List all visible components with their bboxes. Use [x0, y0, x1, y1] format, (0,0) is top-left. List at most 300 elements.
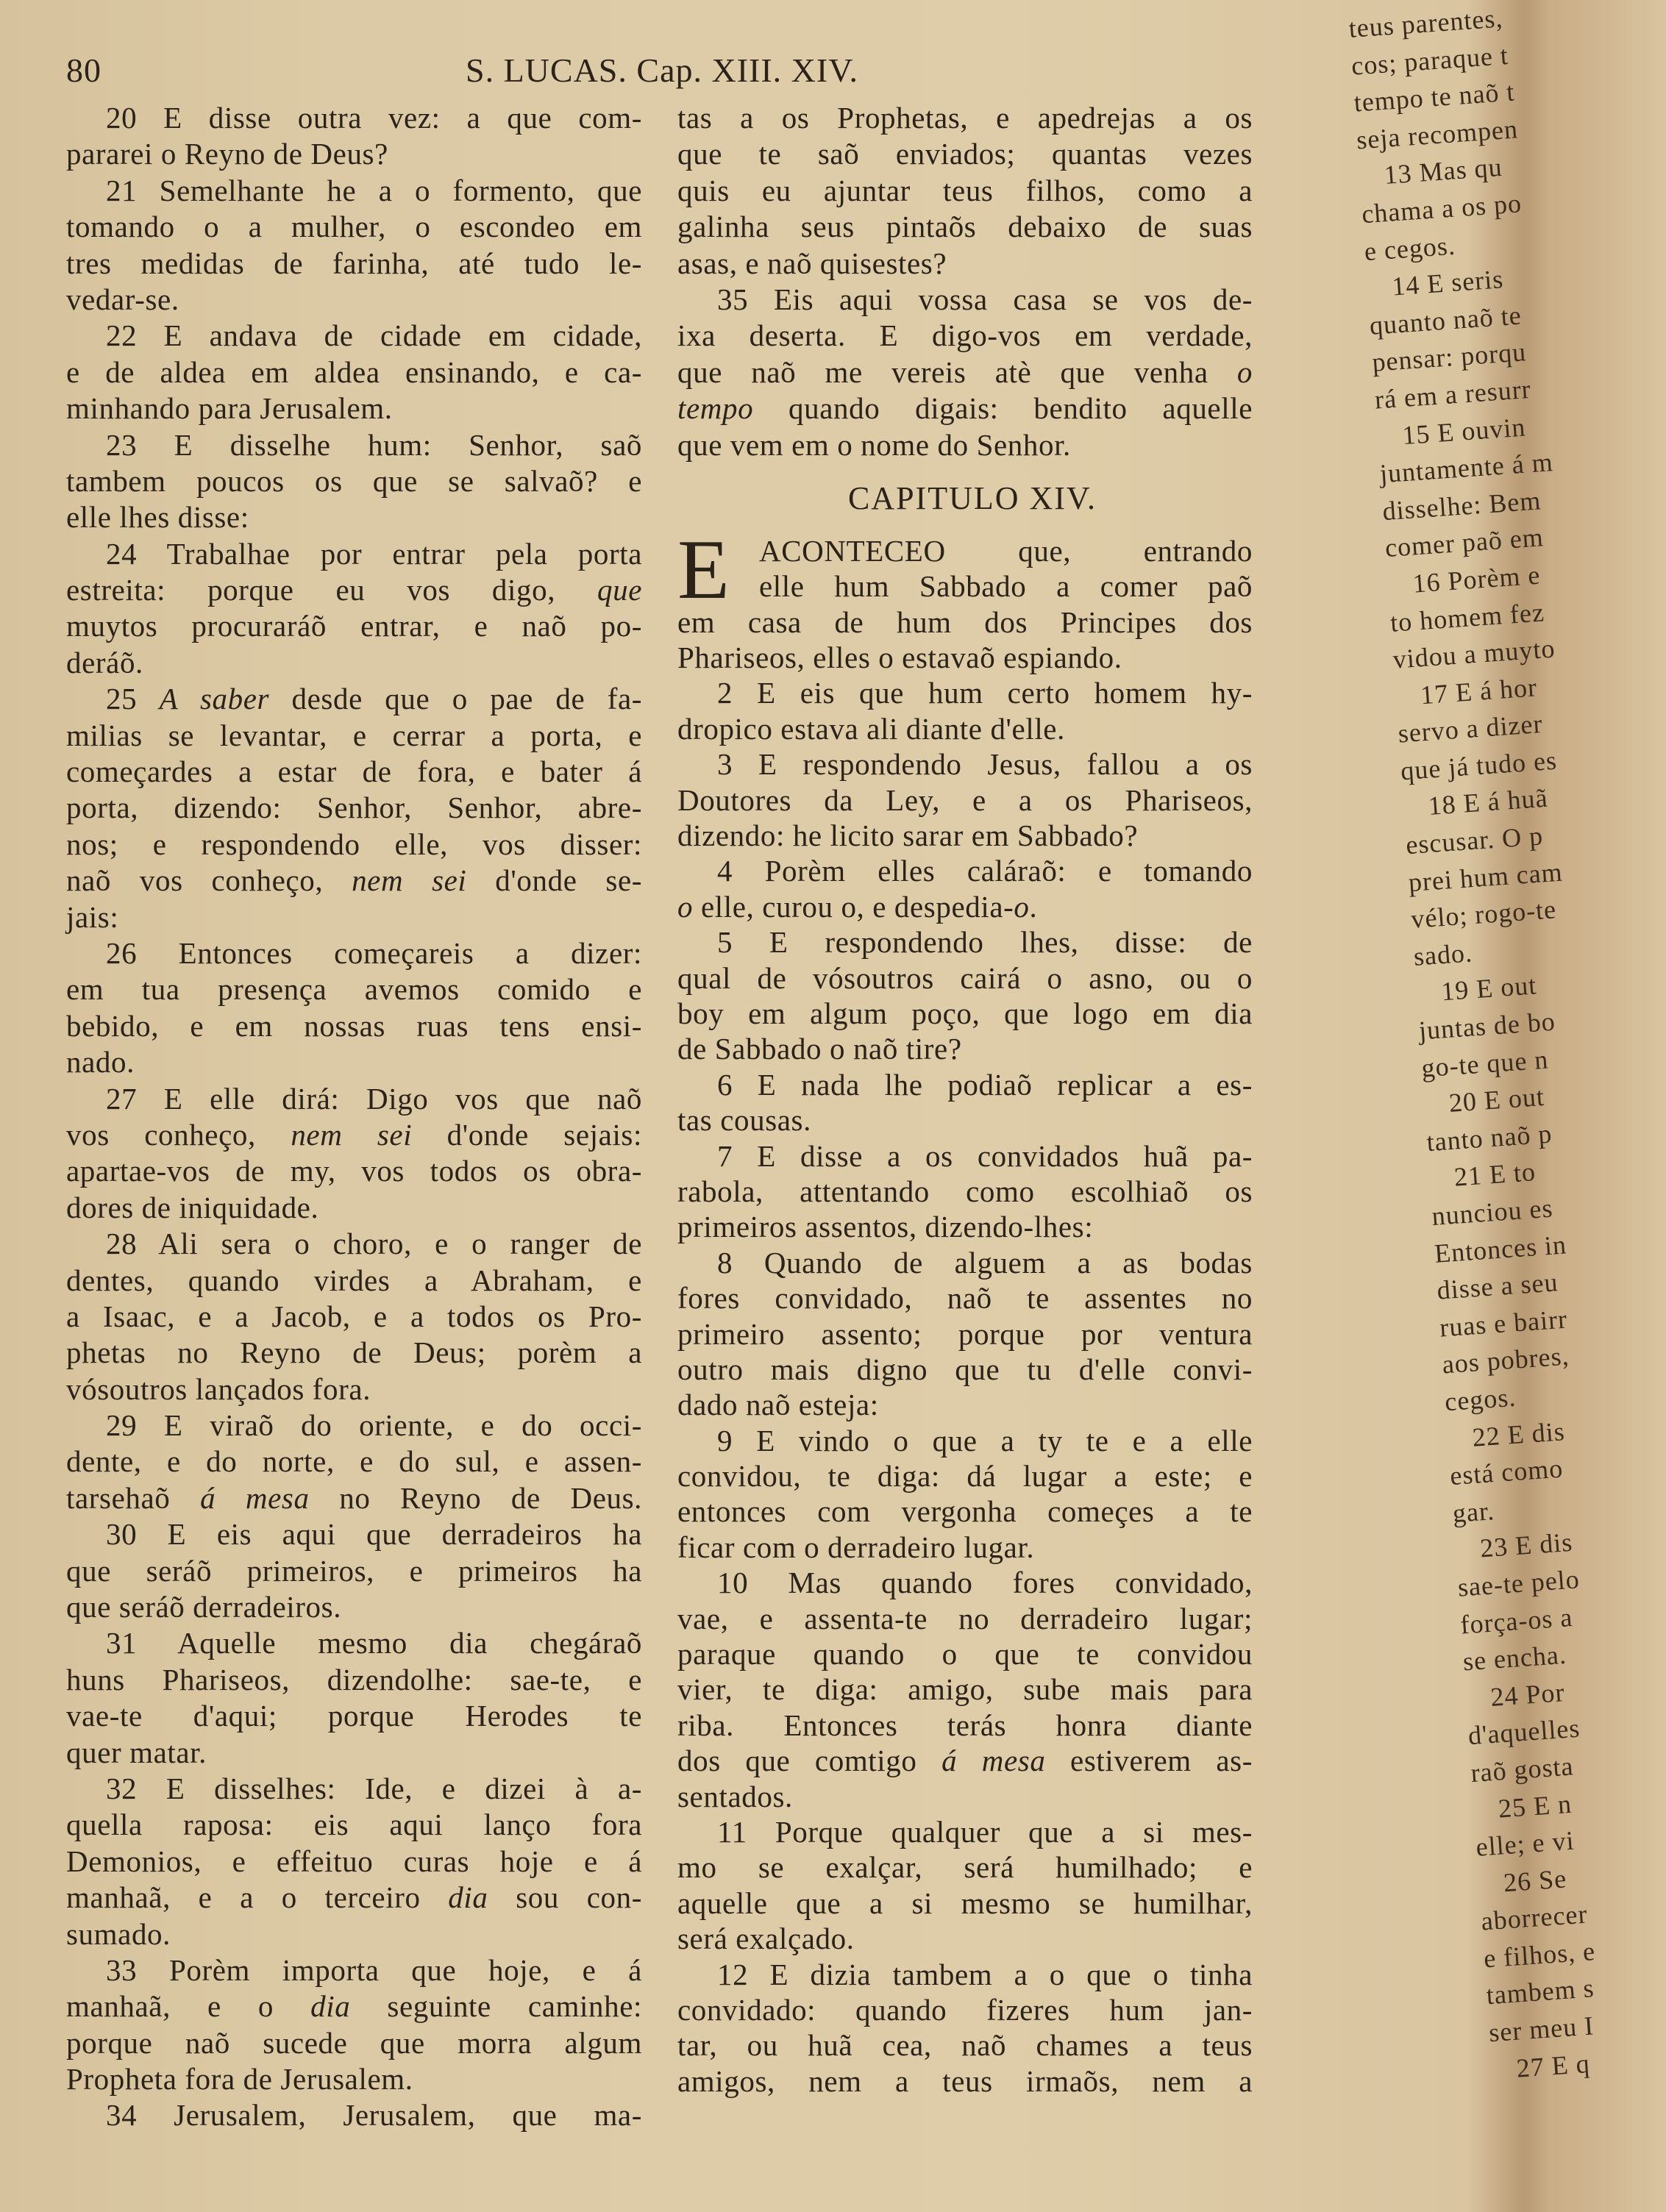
text-line [66, 282, 642, 318]
text-line [677, 390, 1253, 427]
facing-page-line: go-te que n [1420, 1044, 1550, 1083]
text-line [66, 1625, 642, 1661]
text-run: . [1029, 889, 1038, 924]
text-run: dado naõ esteja: [677, 1388, 879, 1422]
text-line [66, 899, 642, 935]
text-run: sou con- [488, 1880, 642, 1915]
text-line [66, 718, 642, 754]
verse-paragraph [677, 1423, 1253, 1566]
facing-page-line: d'aquelles [1467, 1713, 1581, 1751]
verse-paragraph [677, 924, 1253, 1067]
facing-page-line: se encha. [1462, 1639, 1568, 1677]
text-line [66, 863, 642, 899]
text-run: porta, dizendo: Senhor, Senhor, abre- [66, 791, 642, 825]
text-line [677, 853, 1253, 888]
text-run: dropico estava ali diante d'elle. [677, 711, 1065, 746]
text-line [677, 1992, 1253, 2027]
text-run: 29 E viraõ do oriente, e do occi- [106, 1408, 642, 1443]
verse-paragraph [66, 1081, 642, 1227]
text-line [66, 2025, 642, 2061]
text-line [677, 1174, 1253, 1209]
facing-page-line: 16 Porèm e [1412, 560, 1542, 599]
facing-page-line: raõ gosta [1470, 1751, 1575, 1788]
text-line [66, 971, 642, 1007]
text-run: mo se exalçar, será humilhado; e [677, 1850, 1253, 1885]
text-run: 20 E disse outra vez: a que com- [106, 101, 642, 135]
facing-page-line: prei hum cam [1407, 857, 1564, 897]
text-line [66, 427, 642, 463]
left-text-column [66, 100, 642, 2134]
text-line [677, 209, 1253, 245]
text-run: bebido, e em nossas ruas tens ensi- [66, 1008, 642, 1043]
text-line [677, 318, 1253, 354]
italic-text-run: dia [448, 1880, 488, 1915]
text-run: primeiro assento; porque por ventura [677, 1316, 1253, 1351]
facing-page-line: aborrecer [1480, 1899, 1589, 1936]
text-run: vae, e assenta-te no derradeiro lugar; [677, 1601, 1253, 1635]
text-run: 31 Aquelle mesmo dia chegáraõ [106, 1626, 642, 1660]
text-line [66, 1553, 642, 1589]
text-run: que vem em o nome do Senhor. [677, 427, 1071, 462]
drop-cap: E [677, 522, 730, 617]
text-line [677, 1849, 1253, 1885]
italic-text-run: á mesa [941, 1744, 1046, 1778]
text-line [677, 1636, 1253, 1672]
text-run: d'onde sejais: [412, 1117, 642, 1152]
verse-paragraph [677, 746, 1253, 853]
text-line [677, 354, 1253, 390]
facing-page-line: juntas de bo [1417, 1006, 1556, 1046]
facing-page-line: tempo te naõ t [1353, 76, 1516, 118]
text-run: 33 Porèm importa que hoje, e á [106, 1952, 642, 1987]
facing-page-line: teus parentes, [1348, 3, 1504, 43]
facing-page-line: cos; paraque t [1350, 40, 1510, 81]
text-line [66, 354, 642, 390]
text-run: começardes a estar de fora, e bater á [66, 754, 642, 789]
verse-paragraph [677, 282, 1253, 463]
text-line [677, 1921, 1253, 1956]
text-line [677, 1316, 1253, 1352]
text-run: sumado. [66, 1916, 171, 1951]
verse-paragraph [66, 1625, 642, 1771]
italic-text-run: nem sei [352, 863, 467, 898]
text-line [677, 1458, 1253, 1494]
facing-page-line: nunciou es [1431, 1193, 1554, 1231]
verse-paragraph [677, 1814, 1253, 1957]
facing-page-line: tambem s [1485, 1973, 1595, 2011]
facing-page-line: tanto naõ p [1425, 1119, 1553, 1157]
text-run: vos conheço, [66, 1117, 291, 1152]
text-run: nos; e respondendo elle, vos disser: [66, 827, 642, 861]
verse-paragraph [66, 1516, 642, 1625]
text-run: amigos, nem a teus irmaõs, nem a [677, 2063, 1253, 2098]
text-run: 21 Semelhante he a o formento, que [106, 173, 642, 207]
text-line [66, 2097, 642, 2133]
facing-page-line: disse a seu [1436, 1267, 1559, 1305]
text-line [677, 675, 1253, 710]
text-run: apartae-vos de my, vos todos os obra- [66, 1154, 642, 1188]
text-run: estiverem as- [1045, 1744, 1253, 1778]
text-run: ACONTECEO que, entrando [759, 533, 1253, 568]
facing-page-line: 27 E q [1515, 2048, 1591, 2083]
verse-paragraph [66, 318, 642, 427]
text-run: 24 Trabalhae por entrar pela porta [106, 536, 642, 571]
text-run: vae-te d'aqui; porque Herodes te [66, 1699, 642, 1733]
italic-text-run: o [1014, 889, 1030, 924]
text-run: tas a os Prophetas, e apedrejas a os [677, 101, 1253, 135]
text-run: ixa deserta. E digo-vos em verdade, [677, 318, 1253, 353]
text-run: 10 Mas quando fores convidado, [717, 1566, 1253, 1600]
text-line [677, 1423, 1253, 1458]
text-line [66, 1081, 642, 1117]
text-run: tambem poucos os que se salvaõ? e [66, 463, 642, 498]
text-run: Phariseos, elles o estavaõ espiando. [677, 641, 1122, 675]
facing-page-line: disselhe: Bem [1381, 485, 1542, 527]
text-line [677, 1601, 1253, 1636]
text-run: primeiros assentos, dizendo-lhes: [677, 1210, 1094, 1244]
facing-page-line: seja recompen [1355, 114, 1520, 155]
text-line [677, 1530, 1253, 1565]
text-line [677, 1102, 1253, 1138]
facing-page-line: juntamente á m [1378, 447, 1554, 489]
text-line [677, 640, 1253, 675]
text-run: 3 E respondendo Jesus, fallou a os [717, 747, 1253, 782]
text-line [66, 790, 642, 826]
text-run: 12 E dizia tambem a o que o tinha [717, 1957, 1253, 1991]
text-run: 35 Eis aqui vossa casa se vos de- [717, 282, 1253, 316]
text-line [66, 463, 642, 499]
text-run: huns Phariseos, dizendolhe: sae-te, e [66, 1662, 642, 1697]
verse-paragraph [66, 1771, 642, 1952]
facing-page-line: e filhos, e [1482, 1936, 1597, 1974]
text-run: 4 Porèm elles caláraõ: e tomando [717, 854, 1253, 888]
text-run: elle hum Sabbado a comer paõ [759, 569, 1253, 604]
text-run: de Sabbado o naõ tire? [677, 1032, 962, 1066]
italic-text-run: A saber [159, 682, 270, 716]
text-run: 27 E elle dirá: Digo vos que naõ [106, 1081, 642, 1116]
verse-paragraph [677, 1565, 1253, 1814]
facing-page-line: 19 E out [1440, 970, 1538, 1007]
facing-page-line: 22 E dis [1471, 1416, 1566, 1452]
text-run: 30 E eis aqui que derradeiros ha [106, 1517, 642, 1552]
text-run: muytos procuraráõ entrar, e naõ po- [66, 609, 642, 643]
text-run: seguinte caminhe: [350, 1989, 642, 2024]
text-line [66, 827, 642, 863]
text-run: pararei o Reyno de Deus? [66, 137, 388, 171]
text-line [677, 533, 1253, 568]
text-line [66, 1589, 642, 1625]
text-run: sentados. [677, 1779, 793, 1813]
text-run: dente, e do norte, e do sul, e assen- [66, 1444, 642, 1479]
facing-page-line: sae-te pelo [1456, 1564, 1581, 1602]
text-line [66, 1444, 642, 1480]
verse-paragraph [677, 1245, 1253, 1423]
text-line [677, 1708, 1253, 1743]
facing-page-line: 15 E ouvin [1401, 412, 1527, 450]
text-line [66, 209, 642, 245]
text-run: vedar-se. [66, 282, 179, 316]
text-line [677, 924, 1253, 960]
text-line [66, 1044, 642, 1080]
facing-page-line: quanto naõ te [1368, 300, 1523, 340]
verse-paragraph [677, 1067, 1253, 1138]
text-line [66, 1008, 642, 1044]
text-line [677, 889, 1253, 924]
text-line [66, 499, 642, 535]
text-run: 9 E vindo o que a ty te e a elle [717, 1423, 1253, 1458]
text-line [677, 1957, 1253, 1992]
verse-paragraph [66, 427, 642, 536]
text-run: asas, e naõ quisestes? [677, 246, 947, 280]
verse-paragraph [677, 1138, 1253, 1245]
text-line [677, 1814, 1253, 1849]
text-run: 11 Porque qualquer que a si mes- [717, 1814, 1253, 1849]
verse-paragraph [66, 2097, 642, 2133]
text-line [677, 782, 1253, 818]
text-run: quis eu ajuntar teus filhos, como a [677, 173, 1253, 207]
text-line [66, 2061, 642, 2097]
text-line [66, 1807, 642, 1843]
verse-paragraph [66, 1952, 642, 2098]
text-line [677, 1138, 1253, 1174]
text-line [677, 246, 1253, 282]
text-run: deráõ. [66, 645, 143, 679]
text-run: tomando o a mulher, o escondeo em [66, 210, 642, 244]
text-line [677, 1280, 1253, 1316]
running-title: S. LUCAS. Cap. XIII. XIV. [466, 51, 858, 89]
text-run: quer matar. [66, 1735, 207, 1769]
text-run: que seráõ primeiros, e primeiros ha [66, 1553, 642, 1588]
text-run: aquelle que a si mesmo se humilhar, [677, 1885, 1253, 1920]
text-run: d'onde se- [466, 863, 642, 898]
text-line [66, 935, 642, 971]
verse-paragraph [677, 675, 1253, 746]
text-run: entonces com vergonha começes a te [677, 1494, 1253, 1529]
text-line [66, 1153, 642, 1189]
text-run: manhaã, e o [66, 1989, 311, 2024]
text-run: 32 E disselhes: Ide, e dizei à a- [106, 1771, 642, 1805]
text-line [677, 711, 1253, 746]
text-line [677, 2063, 1253, 2099]
text-run: ficar com o derradeiro lugar. [677, 1530, 1035, 1564]
verse-paragraph [66, 681, 642, 935]
text-line [66, 1190, 642, 1226]
italic-text-run: o [677, 889, 694, 924]
verse-paragraph [677, 1957, 1253, 2099]
verse-paragraph [677, 100, 1253, 282]
text-line [677, 746, 1253, 782]
facing-page-line: 18 E á huã [1427, 783, 1549, 821]
facing-page-line: 13 Mas qu [1383, 152, 1503, 190]
chapter-heading: CAPITULO XIV. [847, 479, 1097, 516]
text-run: rabola, attentando como escolhiaõ os [677, 1174, 1253, 1208]
text-line [677, 1245, 1253, 1280]
text-line [677, 1067, 1253, 1102]
verse-paragraph [66, 1226, 642, 1408]
text-run: minhando para Jerusalem. [66, 391, 393, 426]
text-run: phetas no Reyno de Deus; porèm a [66, 1335, 642, 1370]
text-line [66, 246, 642, 282]
text-line [66, 1263, 642, 1299]
text-line [66, 1844, 642, 1880]
text-run: nado. [66, 1045, 135, 1080]
text-run: tar, ou huã cea, naõ chames a teus [677, 2028, 1253, 2063]
verse-paragraph [66, 935, 642, 1081]
text-run: 25 [106, 682, 160, 716]
facing-page-line: 24 Por [1489, 1677, 1566, 1712]
text-run: 6 E nada lhe podiaõ replicar a es- [717, 1067, 1253, 1102]
text-line [66, 136, 642, 172]
italic-text-run: dia [310, 1989, 351, 2024]
text-line [677, 818, 1253, 853]
text-line [677, 2027, 1253, 2063]
text-line [66, 681, 642, 717]
text-line [677, 1352, 1253, 1387]
italic-text-run: tempo [677, 391, 754, 426]
facing-page-line: e cegos. [1363, 230, 1456, 266]
text-line [677, 1885, 1253, 1921]
facing-page-line: servo a dizer [1397, 709, 1544, 749]
text-line [66, 1335, 642, 1371]
text-line [66, 390, 642, 427]
text-line [677, 604, 1253, 640]
text-line [677, 427, 1253, 463]
text-line [66, 100, 642, 136]
facing-page-line: aos pobres, [1441, 1341, 1570, 1380]
text-run: 28 Ali sera o choro, e o ranger de [106, 1227, 642, 1261]
text-run: desde que o pae de fa- [269, 682, 642, 716]
text-run: tas cousas. [677, 1103, 811, 1138]
facing-page-line: vélo; rogo-te [1410, 894, 1558, 935]
text-run: milias se levantar, e cerrar a porta, e [66, 718, 642, 752]
text-run: Doutores da Ley, e a os Phariseos, [677, 782, 1253, 817]
text-run: que seráõ derradeiros. [66, 1590, 342, 1624]
italic-text-run: á mesa [200, 1480, 310, 1515]
text-run: elle lhes disse: [66, 500, 249, 535]
facing-page-line: está como [1448, 1453, 1564, 1491]
text-run: 26 Entonces começareis a dizer: [106, 935, 642, 970]
text-run: elle, curou o, e despedia- [693, 889, 1014, 924]
text-line [66, 1662, 642, 1698]
facing-page-line: Entonces in [1433, 1229, 1568, 1269]
text-run: dores de iniquidade. [66, 1190, 319, 1224]
facing-page-line: rá em a resurr [1373, 374, 1532, 415]
italic-text-run: que [597, 573, 642, 607]
text-run: dizendo: he licito sarar em Sabbado? [677, 818, 1139, 853]
text-line [677, 136, 1253, 172]
text-run: que naõ me vereis atè que venha [677, 354, 1237, 389]
facing-page-line: cegos. [1443, 1382, 1517, 1417]
text-run: tres medidas de farinha, até tudo le- [66, 246, 642, 280]
text-run: 23 E disselhe hum: Senhor, saõ [106, 427, 642, 462]
text-run: vier, te diga: amigo, sube mais para [677, 1672, 1253, 1707]
italic-text-run: nem sei [291, 1117, 413, 1152]
text-run: Demonios, e effeituo curas hoje e á [66, 1844, 642, 1878]
facing-page-line: 21 E to [1453, 1157, 1537, 1193]
facing-page-line: 25 E n [1497, 1788, 1573, 1824]
facing-page-line: to homem fez [1389, 596, 1546, 638]
verse-paragraph [677, 853, 1253, 924]
text-run: galinha seus pintaõs debaixo de suas [677, 210, 1253, 244]
text-run: 22 E andava de cidade em cidade, [106, 318, 642, 353]
text-line [66, 1299, 642, 1335]
text-line [677, 1031, 1253, 1066]
text-run: quando digais: bendito aquelle [753, 391, 1253, 426]
text-run: 5 E respondendo lhes, disse: de [717, 925, 1253, 960]
facing-page-line: 20 E out [1448, 1082, 1546, 1119]
verse-paragraph [66, 1408, 642, 1516]
facing-page-line: escusar. O p [1404, 821, 1545, 860]
right-text-column [677, 100, 1253, 2099]
text-run: manhaã, e a o terceiro [66, 1880, 449, 1915]
text-line [66, 318, 642, 354]
facing-page-line: 14 E seris [1390, 264, 1505, 302]
facing-page-line: gar. [1451, 1495, 1496, 1528]
text-run: no Reyno de Deus. [309, 1480, 642, 1515]
facing-page-edge [1348, 0, 1597, 2212]
facing-page-line: 17 E á hor [1419, 671, 1539, 710]
facing-page-line: 26 Se [1502, 1863, 1568, 1898]
text-line [66, 1371, 642, 1408]
facing-page-line: comer paõ em [1384, 522, 1545, 563]
chapter-13-ending [677, 100, 1253, 463]
facing-page-line: ruas e bairr [1438, 1304, 1569, 1343]
text-line [66, 572, 642, 608]
text-run: porque naõ sucede que morra algum [66, 2025, 642, 2060]
text-line [677, 1565, 1253, 1600]
text-run: 8 Quando de alguem a as bodas [717, 1245, 1253, 1280]
text-run: em tua presença avemos comido e [66, 972, 642, 1007]
text-line [66, 1880, 642, 1916]
text-run: convidado: quando fizeres hum jan- [677, 1992, 1253, 2027]
text-line [66, 1480, 642, 1516]
chapter-14-text [677, 522, 1253, 2099]
text-run: em casa de hum dos Principes dos [677, 604, 1253, 639]
text-line [66, 608, 642, 644]
italic-text-run: o [1236, 354, 1253, 389]
text-line [66, 1916, 642, 1952]
facing-page-line: elle; e vi [1475, 1825, 1576, 1862]
text-run: boy em algum poço, que logo em dia [677, 996, 1253, 1030]
text-line [66, 1226, 642, 1262]
facing-page-line: vidou a muyto [1392, 633, 1556, 674]
verse-paragraph [66, 536, 642, 682]
facing-page-line: que já tudo es [1399, 745, 1559, 786]
text-line [677, 1494, 1253, 1529]
text-run: tarsehaõ [66, 1480, 201, 1515]
verse-paragraph [66, 100, 642, 173]
facing-page-line: força-os a [1459, 1602, 1574, 1640]
text-run: 34 Jerusalem, Jerusalem, que ma- [106, 2098, 642, 2133]
text-run: fores convidado, naõ te assentes no [677, 1281, 1253, 1316]
text-line [66, 1698, 642, 1734]
facing-page-line: chama a os po [1360, 188, 1523, 229]
text-run: dentes, quando virdes a Abraham, e [66, 1263, 642, 1297]
text-run: Propheta fora de Jerusalem. [66, 2062, 413, 2097]
text-line [677, 568, 1253, 604]
facing-page-line: pensar: porqu [1371, 337, 1528, 378]
text-run: paraque quando o que te convidou [677, 1637, 1253, 1672]
facing-page-line: 23 E dis [1478, 1527, 1574, 1563]
text-line [677, 1209, 1253, 1244]
text-run: será exalçado. [677, 1922, 855, 1956]
text-run: a Isaac, e a Jacob, e a todos os Pro- [66, 1299, 642, 1333]
text-line [677, 1387, 1253, 1422]
text-run: riba. Entonces terás honra diante [677, 1708, 1253, 1742]
verse-paragraph [677, 522, 1253, 676]
facing-page-text [1348, 0, 1666, 2088]
text-run: 2 E eis que hum certo homem hy- [717, 676, 1253, 710]
